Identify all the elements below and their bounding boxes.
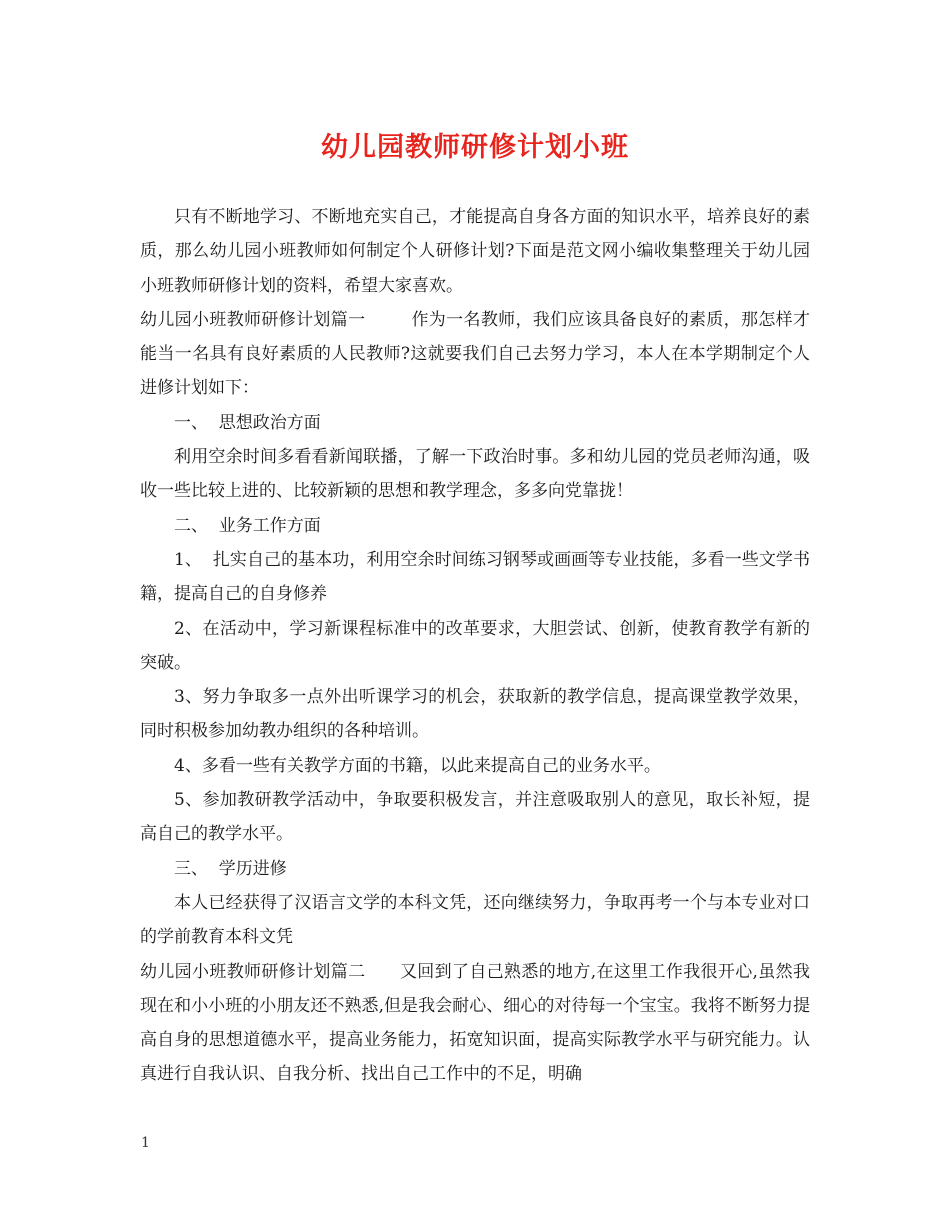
document-title: 幼儿园教师研修计划小班 xyxy=(321,132,629,163)
intro-paragraph: 只有不断地学习、不断地充实自己，才能提高自身各方面的知识水平，培养良好的素质，那么幼儿园小班教师如何制定个人研修计划?下面是范文网小编收集整理关于幼儿园小班教师研修计划的资料，希望大家喜欢。 xyxy=(140,207,810,296)
part-3-paragraph: 本人已经获得了汉语言文学的本科文凭，还向继续努力，争取再考一个与本专业对口的学前教育本科文凭 xyxy=(140,892,810,948)
section-2-heading: 幼儿园小班教师研修计划篇二 xyxy=(140,961,366,982)
part-2-item-4: 4、多看一些有关教学方面的书籍，以此来提高自己的业务水平。 xyxy=(174,755,661,776)
document-body xyxy=(140,200,810,1092)
section-1-heading: 幼儿园小班教师研修计划篇一 xyxy=(140,309,366,330)
part-1-heading: 一、 思想政治方面 xyxy=(174,412,321,433)
part-1-paragraph: 利用空余时间多看看新闻联播，了解一下政治时事。多和幼儿园的党员老师沟通，吸收一些比较上进的、比较新颖的思想和教学理念，多多向党靠拢！ xyxy=(140,447,810,502)
part-2-item-3: 3、努力争取多一点外出听课学习的机会，获取新的教学信息，提高课堂教学效果，同时积极参加幼教办组织的各种培训。 xyxy=(140,687,810,742)
part-2-item-1: 1、 扎实自己的基本功，利用空余时间练习钢琴或画画等专业技能，多看一些文学书籍，提高自己的自身修养 xyxy=(140,549,810,605)
section-1-paragraph xyxy=(140,303,810,406)
page-number: 1 xyxy=(141,1135,150,1151)
section-2-text: 又回到了自己熟悉的地方,在这里工作我很开心,虽然我现在和小小班的小朋友还不熟悉,但是我会耐心、细心的对待每一个宝宝。我将不断努力提高自身的思想道德水平，提高业务能力，拓宽知识面，提高实际教学水平与研究能力。认真进行自我认识、自我分析、找出自己工作中的不足，明确 xyxy=(140,961,810,1085)
part-2-heading: 二、 业务工作方面 xyxy=(174,515,321,536)
section-2-paragraph xyxy=(140,955,810,1092)
section-1-text: 作为一名教师，我们应该具备良好的素质，那怎样才能当一名具有良好素质的人民教师?这就要我们自己去努力学习，本人在本学期制定个人进修计划如下： xyxy=(140,309,811,399)
part-3-heading: 三、 学历进修 xyxy=(174,858,287,879)
part-2-item-5: 5、参加教研教学活动中，争取要积极发言，并注意吸取别人的意见，取长补短，提高自己的教学水平。 xyxy=(140,790,810,845)
part-2-item-2: 2、在活动中，学习新课程标准中的改革要求，大胆尝试、创新，使教育教学有新的突破。 xyxy=(140,618,810,673)
